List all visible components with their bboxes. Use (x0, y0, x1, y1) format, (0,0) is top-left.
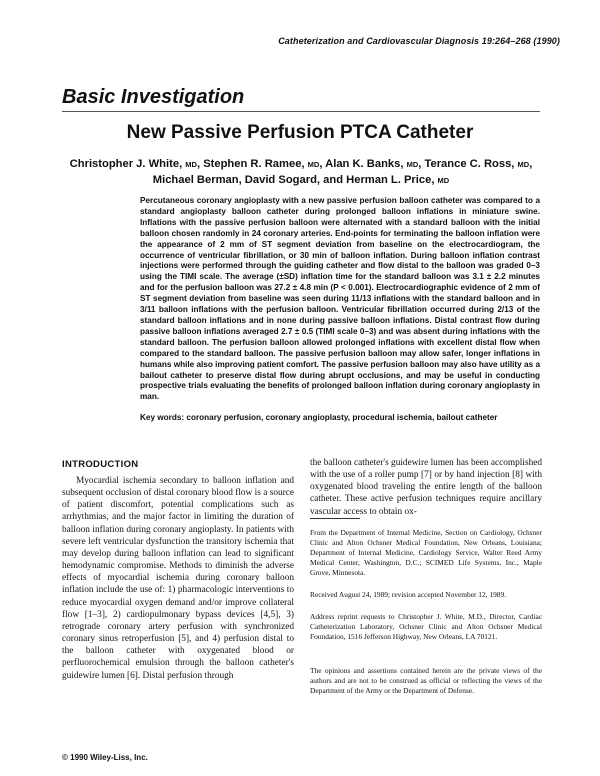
paper-title: New Passive Perfusion PTCA Catheter (126, 122, 474, 143)
keywords-text: coronary perfusion, coronary angioplasty, procedural ischemia, bailout catheter (184, 413, 498, 422)
footnote-disclaimer: The opinions and assertions contained herein are the private views of the authors and are not to be construed as official or reflecting the views of the Department of the Army or the Department of Defense. (310, 666, 542, 696)
author-name: David Sogard, (244, 173, 321, 186)
author-name: Stephen R. Ramee, (203, 158, 305, 170)
footnote-divider (310, 518, 360, 519)
copyright-notice: © 1990 Wiley-Liss, Inc. (62, 753, 148, 762)
section-divider (62, 111, 540, 112)
author-degree: MD (437, 175, 450, 185)
author-degree: MD (517, 160, 530, 169)
section-label: Basic Investigation (62, 86, 245, 108)
section-heading-introduction: INTRODUCTION (62, 459, 139, 470)
author-degree: MD (185, 160, 197, 169)
footnote-affiliation: From the Department of Internal Medicine, Section on Cardiology, Ochsner Clinic and Alton Ochsner Medical Foundation, New Orleans, Louisiana; Department of Internal Medicine, Cardiology Service, Walter Reed Army Medical Center, Washington, D.C.; SCIMED Life Systems, Inc., Maple Grove, Minnesota. (310, 528, 542, 578)
body-text-left-column: Myocardial ischemia secondary to balloon inflation and subsequent occlusion of distal coronary blood flow is a source of patient discomfort, potential complications such as arrhythmias, and the major factor in limiting the duration of balloon inflation during coronary angioplasty. In patients with severe left ventricular dysfunction the transitory ischemia that may develop during balloon inflation can lead to significant hemodynamic compromise. Methods to diminish the adverse effects of myocardial ischemia during coronary balloon inflation include the use of: 1) pharmacologic interventions to reduce myocardial oxygen demand and/or improve collateral flow [1–3], 2) cardiopulmonary bypass devices [4,5], 3) retrograde coronary artery perfusion with synchronized coronary sinus retroperfusion [5], and 4) perfusion distal to the balloon catheter with oxygenated blood or perfluorochemical emulsion through the balloon catheter's guidewire lumen [6]. Distal perfusion through (62, 476, 294, 681)
abstract: Percutaneous coronary angioplasty with a new passive perfusion balloon catheter was compared to a standard angioplasty balloon catheter during prolonged balloon inflations in miniature swine. Inflations with the passive perfusion balloon were alternated with a standard balloon with the initial balloon chosen randomly in 24 coronary arteries. End-points for terminating the balloon inflation were the appearance of 2 mm of ST segment deviation from baseline on the electrocardiogram, the occurrence of ventricular fibrillation, or 30 min of balloon inflation. During balloon inflation contrast injections were performed through the guiding catheter and flow distal to the balloon was graded 0–3 using the TIMI scale. The average (±SD) inflation time for the standard balloon was 3.1 ± 2.2 minutes and for the perfusion balloon was 27.2 ± 4.8 min (P < 0.001). Electrocardiographic evidence of 2 mm of ST segment deviation from baseline was seen during 11/13 inflations with the standard balloon and in 3/11 balloon inflations with the perfusion balloon. Ventricular fibrillation occurred during 2/13 of the standard balloon inflations and in none during passive balloon inflations. Distal contrast flow during passive balloon inflations averaged 2.7 ± 0.5 (TIMI scale 0–3) and was absent during inflations with the standard balloon. The perfusion balloon allowed prolonged inflations with excellent distal flow when compared to the standard balloon. The passive perfusion balloon may allow safer, longer inflations in humans while also improving patient comfort. The passive perfusion balloon may also have utility as a bailout catheter to preserve distal flow during abrupt occlusions, and may be useful in conducting prospective trials evaluating the benefits of prolonged balloon inflation during coronary angioplasty in man. (140, 196, 540, 402)
author-separator: , (319, 158, 323, 170)
footnote-received: Received August 24, 1989; revision accepted November 12, 1989. (310, 590, 507, 599)
author-name: Christopher J. White, (69, 158, 183, 170)
running-header: Catheterization and Cardiovascular Diagnosis 19:264–268 (1990) (278, 36, 560, 46)
author-separator: , (418, 158, 422, 170)
author-name: Terance C. Ross, (424, 158, 515, 170)
author-separator: , (529, 158, 533, 170)
author-separator: , (196, 158, 201, 170)
body-text-right-column: the balloon catheter's guidewire lumen has been accomplished with the use of a roller pump [7] or by hand injection [8] with oxygenated blood traveling the entire length of the balloon catheter. These active perfusion techniques require ancillary vascular access to obtain ox- (310, 458, 542, 517)
author-name: and Herman L. Price, (323, 173, 435, 186)
author-list (62, 157, 540, 188)
author-line-2 (62, 173, 540, 189)
author-degree: MD (307, 160, 320, 169)
keywords (140, 413, 540, 424)
keywords-label: Key words: (140, 413, 185, 422)
author-degree: MD (406, 160, 419, 169)
author-name: Alan K. Banks, (325, 158, 404, 170)
author-line-1 (62, 157, 540, 173)
author-name: Michael Berman, (152, 173, 242, 186)
footnote-reprint-address: Address reprint requests to Christopher J. White, M.D., Director, Cardiac Catheterization Laboratory, Ochsner Clinic and Alton Ochsner Medical Foundation, 1516 Jefferson Highway, New Orleans, LA 70121. (310, 612, 542, 642)
